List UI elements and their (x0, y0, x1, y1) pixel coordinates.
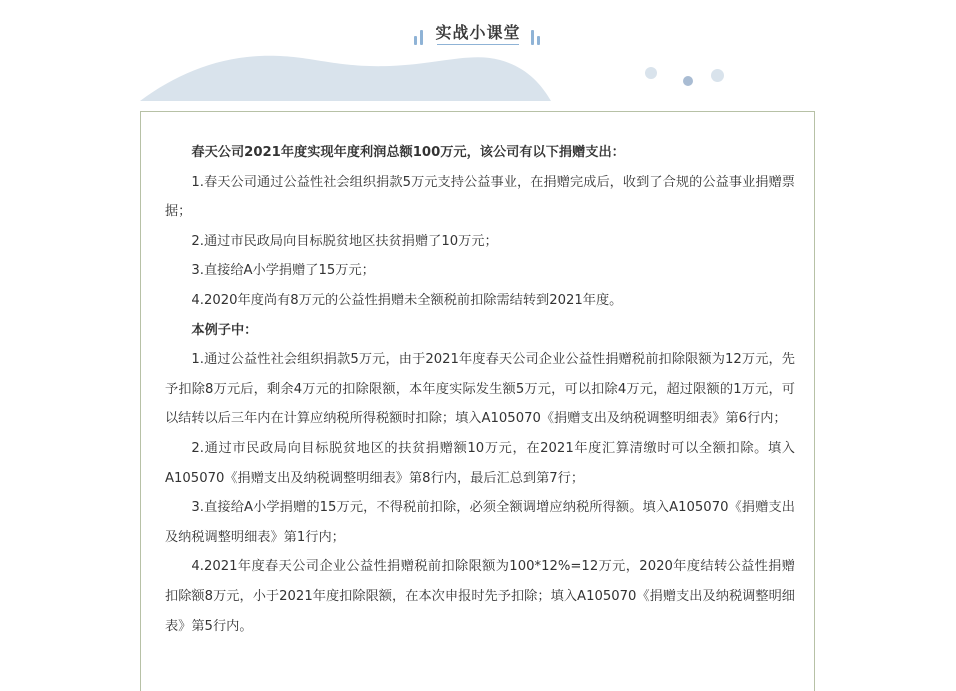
intro-paragraph: 春天公司2021年度实现年度利润总额100万元，该公司有以下捐赠支出： (191, 145, 625, 160)
section-title: 实战小课堂 (435, 23, 521, 42)
title-underline (437, 44, 519, 45)
explanation-item: 1.通过公益性社会组织捐款5万元，由于2021年度春天公司企业公益性捐赠税前扣除限额为12万元，先予扣除8万元后，剩余4万元的扣除限额，本年度实际发生额5万元，可以扣除4万元，超过限额的1万元，可以结转以后三年内在计算应纳税所得税额时扣除；填入A105070《捐赠支出及纳税调整明细表》第6行内； (165, 352, 795, 427)
list-item: 3.直接给A小学捐赠了15万元； (191, 263, 375, 279)
explanation-item: 3.直接给A小学捐赠的15万元，不得税前扣除，必须全额调增应纳税所得额。填入A105070《捐赠支出及纳税调整明细表》第1行内； (165, 500, 795, 545)
content-card (140, 111, 815, 691)
example-heading: 本例子中： (191, 322, 258, 338)
dot-decoration (683, 76, 693, 86)
right-bar-decoration (537, 36, 540, 45)
dot-decoration (645, 67, 657, 79)
wave-decoration (0, 0, 956, 110)
article-body (165, 138, 795, 641)
explanation-item: 4.2021年度春天公司企业公益性捐赠税前扣除限额为100*12%=12万元，2020年度结转公益性捐赠扣除额8万元，小于2021年度扣除限额，在本次申报时先予扣除；填入A105070《捐赠支出及纳税调整明细表》第5行内。 (165, 559, 795, 634)
explanation-item: 2.通过市民政局向目标脱贫地区的扶贫捐赠额10万元，在2021年度汇算清缴时可以全额扣除。填入A105070《捐赠支出及纳税调整明细表》第8行内，最后汇总到第7行； (165, 440, 795, 486)
list-item: 2.通过市民政局向目标脱贫地区扶贫捐赠了10万元； (191, 233, 498, 249)
right-bar-decoration (531, 30, 534, 45)
list-item: 1.春天公司通过公益性社会组织捐款5万元支持公益事业，在捐赠完成后，收到了合规的公益事业捐赠票据； (165, 174, 795, 220)
list-item: 4.2020年度尚有8万元的公益性捐赠未全额税前扣除需结转到2021年度。 (191, 292, 623, 308)
section-header (0, 0, 956, 110)
dot-decoration (711, 69, 724, 82)
